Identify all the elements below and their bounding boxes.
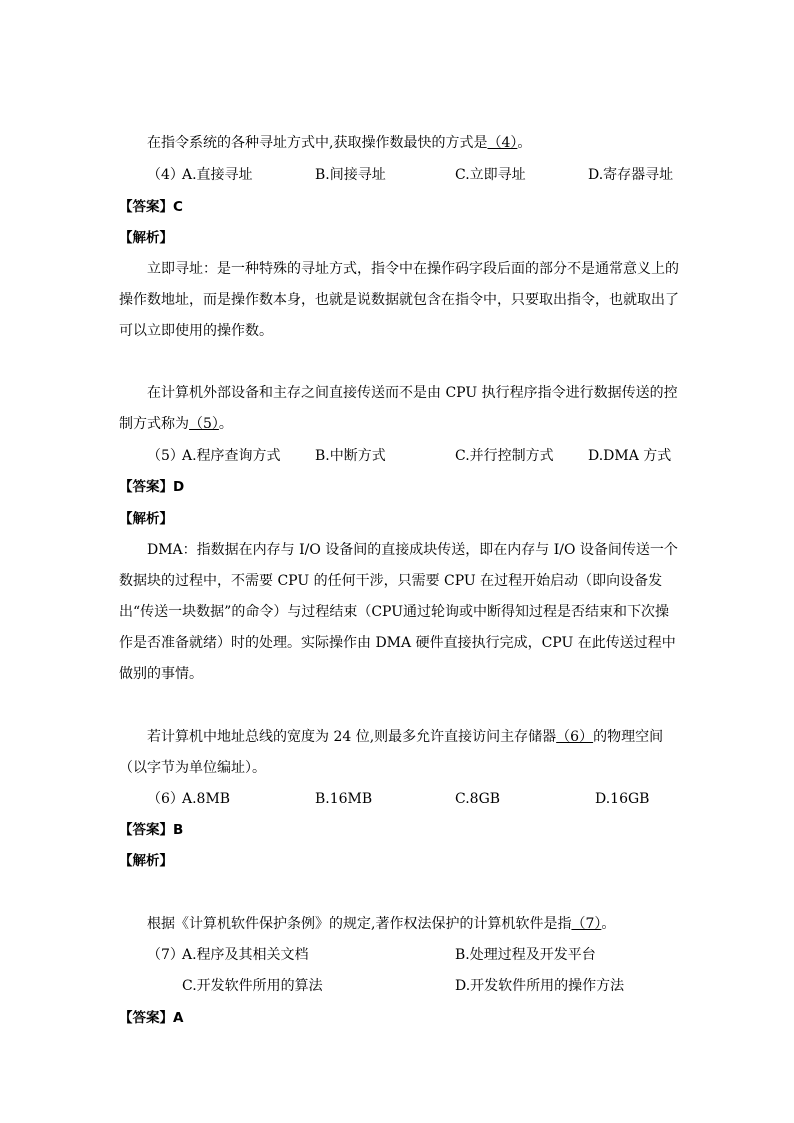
answer-6 bbox=[119, 820, 183, 840]
option-5c: C.并行控制方式 bbox=[455, 448, 554, 464]
question-5-number: （5） bbox=[147, 448, 184, 464]
question-7-stem bbox=[147, 914, 615, 934]
answer-value: A bbox=[173, 1010, 184, 1026]
question-5-text-end: 。 bbox=[218, 416, 233, 432]
option-6b: B.16MB bbox=[315, 791, 373, 807]
question-6-text: 若计算机中地址总线的宽度为 24 位,则最多允许直接访问主存储器 bbox=[147, 729, 557, 745]
question-4-text-end: 。 bbox=[517, 135, 532, 151]
question-6-stem bbox=[119, 722, 679, 784]
option-5b: B.中断方式 bbox=[315, 448, 386, 464]
answer-7 bbox=[119, 1008, 183, 1028]
option-7b: B.处理过程及开发平台 bbox=[455, 947, 596, 963]
analysis-5-text: DMA：指数据在内存与 I/O 设备间的直接成块传送，即在内存与 I/O 设备间传送一个数据块的过程中，不需要 CPU 的任何干涉，只需要 CPU 在过程开始启动（即向设备发出“传送一块数据”的命令）与过程结束（CPU通过轮询或中断得知过程是否结束和下次操作是否准备就绪）时的处理。实际操作由 DMA 硬件直接执行完成，CPU 在此传送过程中做别的事情。 bbox=[119, 542, 678, 682]
question-4-text: 在指令系统的各种寻址方式中,获取操作数最快的方式是 bbox=[147, 135, 488, 151]
option-6a: A.8MB bbox=[182, 791, 231, 807]
question-4-blank: （4） bbox=[487, 135, 518, 151]
question-4-number: （4） bbox=[147, 167, 184, 183]
answer-label: 【答案】 bbox=[119, 1010, 173, 1026]
answer-4 bbox=[119, 197, 183, 217]
question-6-number: （6） bbox=[147, 791, 184, 807]
option-4c: C.立即寻址 bbox=[455, 167, 526, 183]
answer-label: 【答案】 bbox=[119, 822, 173, 838]
analysis-5-label: 【解析】 bbox=[119, 511, 173, 527]
option-4d: D.寄存器寻址 bbox=[588, 167, 674, 183]
answer-value: B bbox=[173, 822, 184, 838]
option-4a: A.直接寻址 bbox=[182, 167, 253, 183]
question-7-number: （7） bbox=[147, 947, 184, 963]
question-7-text: 根据《计算机软件保护条例》的规定,著作权法保护的计算机软件是指 bbox=[147, 916, 572, 932]
option-5a: A.程序查询方式 bbox=[182, 448, 281, 464]
option-7d: D.开发软件所用的操作方法 bbox=[455, 978, 625, 994]
question-5-text: 在计算机外部设备和主存之间直接传送而不是由 CPU 执行程序指令进行数据传送的控制方式称为 bbox=[119, 385, 678, 432]
question-6-text-end: 的物理空间（以字节为单位编址）。 bbox=[119, 729, 664, 776]
question-6-blank: （6） bbox=[556, 729, 594, 745]
answer-label: 【答案】 bbox=[119, 199, 173, 215]
option-6d: D.16GB bbox=[595, 791, 650, 807]
answer-value: C bbox=[173, 199, 183, 215]
answer-label: 【答案】 bbox=[119, 479, 173, 495]
question-4-stem bbox=[147, 133, 531, 153]
question-5-stem bbox=[119, 378, 679, 440]
answer-value: D bbox=[173, 479, 185, 495]
option-6c: C.8GB bbox=[455, 791, 501, 807]
analysis-4-text: 立即寻址：是一种特殊的寻址方式，指令中在操作码字段后面的部分不是通常意义上的操作数地址，而是操作数本身，也就是说数据就包含在指令中，只要取出指令，也就取出了可以立即使用的操作数。 bbox=[119, 261, 679, 339]
option-4b: B.间接寻址 bbox=[315, 167, 386, 183]
question-7-blank: （7） bbox=[571, 916, 602, 932]
option-5d: D.DMA 方式 bbox=[588, 448, 672, 464]
option-7a: A.程序及其相关文档 bbox=[182, 947, 309, 963]
analysis-6-label: 【解析】 bbox=[119, 853, 173, 869]
question-5-blank: （5） bbox=[189, 416, 219, 432]
question-7-text-end: 。 bbox=[601, 916, 616, 932]
analysis-4-label: 【解析】 bbox=[119, 230, 173, 246]
option-7c: C.开发软件所用的算法 bbox=[182, 978, 323, 994]
answer-5 bbox=[119, 477, 184, 497]
